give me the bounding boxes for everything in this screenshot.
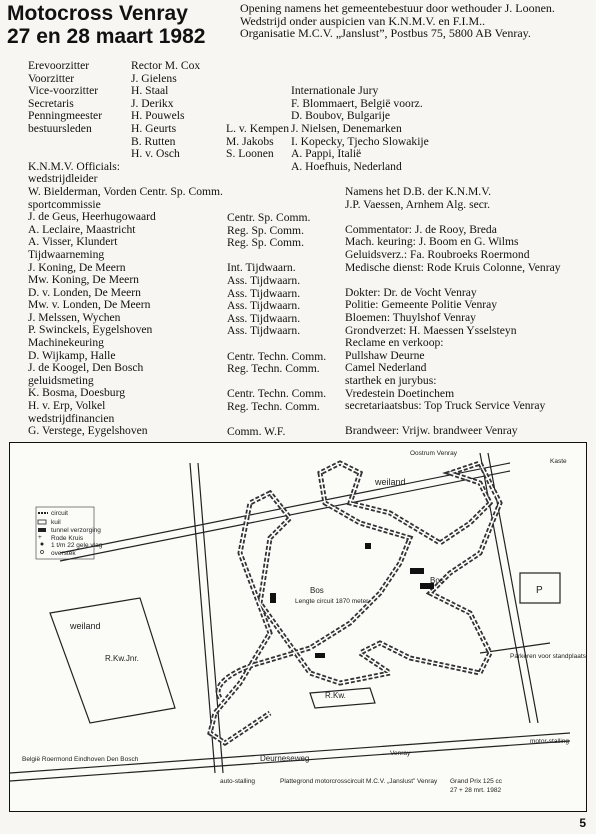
text-line: Medische dienst: Rode Kruis Colonne, Venray xyxy=(345,260,561,274)
map-label: Grand Prix 125 cc xyxy=(450,778,503,785)
map-label: weiland xyxy=(70,621,101,631)
text-line: A. Visser, Klundert xyxy=(28,235,118,249)
board-names-column xyxy=(131,60,200,161)
text-line: A. Hoefhuis, Nederland xyxy=(291,159,402,173)
page-number: 5 xyxy=(579,816,586,830)
services-column xyxy=(345,186,561,438)
text-line: J. Nielsen, Denemarken xyxy=(291,121,402,135)
svg-text:+: + xyxy=(38,534,42,541)
text-line: Int. Tijdwaarn. xyxy=(227,261,296,275)
text-line: bestuursleden xyxy=(28,121,92,135)
map-label: R.Kw. xyxy=(325,691,346,700)
text-line: Grondverzet: H. Maessen Ysselsteyn xyxy=(345,323,517,337)
circuit-map-drawing xyxy=(10,443,586,811)
text-line: Ass. Tijdwaarn. xyxy=(227,286,301,300)
text-line: Internationale Jury xyxy=(291,84,379,98)
text-line: wedstrijdleider xyxy=(28,172,98,186)
text-line xyxy=(345,274,561,287)
legend-item: tunnel verzorging xyxy=(51,527,101,534)
text-line: J. Melssen, Wychen xyxy=(28,310,121,324)
text-line: Dokter: Dr. de Vocht Venray xyxy=(345,285,477,299)
parking-label: P xyxy=(536,585,543,596)
text-line: Bloemen: Thuylshof Venray xyxy=(345,310,476,324)
text-line: Ass. Tijdwaarn. xyxy=(227,273,301,287)
text-line: Vredestein Doetinchem xyxy=(345,386,455,400)
text-line: Centr. Sp. Comm. xyxy=(227,211,311,224)
text-line: I. Kopecky, Tjecho Slowakije xyxy=(291,134,429,148)
text-line: D. Wijkamp, Halle xyxy=(28,348,116,362)
text-line: Brandweer: Vrijw. brandweer Venray xyxy=(345,424,518,438)
text-line: Reg. Techn. Comm. xyxy=(227,399,320,413)
legend-item: kuil xyxy=(51,519,61,526)
map-label: Bos xyxy=(430,576,444,585)
text-line: J. Derikx xyxy=(131,96,174,110)
text-line: J. Gielens xyxy=(131,71,177,85)
text-line: Machinekeuring xyxy=(28,336,104,350)
header-line: Wedstrijd onder auspicien van K.N.M.V. en F.I.M.. xyxy=(240,13,486,28)
map-label: 27 + 28 mrt. 1982 xyxy=(450,787,502,794)
text-line: K.N.M.V. Officials: xyxy=(28,159,120,173)
text-line: Pullshaw Deurne xyxy=(345,348,425,362)
text-line: H. v. Erp, Volkel xyxy=(28,399,106,413)
map-label: België Roermond Eindhoven Den Bosch xyxy=(22,756,139,763)
header-text xyxy=(240,2,555,40)
text-line: Politie: Gemeente Politie Venray xyxy=(345,298,498,312)
text-line: Commentator: J. de Rooy, Breda xyxy=(345,222,497,236)
text-line: D. Boubov, Bulgarije xyxy=(291,109,391,123)
text-line: Mach. keuring: J. Boom en G. Wilms xyxy=(345,235,519,249)
text-line: M. Jakobs xyxy=(226,134,274,148)
text-line: W. Bielderman, Vorden Centr. Sp. Comm. xyxy=(28,184,223,198)
header-line: Organisatie M.C.V. „Janslust”, Postbus 75, 5800 AB Venray. xyxy=(240,26,531,40)
text-line: H. Geurts xyxy=(131,121,177,135)
text-line: Reg. Techn. Comm. xyxy=(227,362,320,376)
text-line: Voorzitter xyxy=(28,71,75,85)
text-line: Reclame en verkoop: xyxy=(345,336,444,350)
text-line: starthek en jurybus: xyxy=(345,373,437,387)
text-line: Mw. Koning, De Meern xyxy=(28,273,139,287)
legend-item: Rode Kruis xyxy=(51,535,84,542)
title-line-2: 27 en 28 maart 1982 xyxy=(7,25,206,48)
map-label: Parkeren voor standplaatsen xyxy=(510,653,586,660)
text-line: P. Swinckels, Eygelshoven xyxy=(28,323,153,337)
map-label: Kaste xyxy=(550,458,567,465)
text-line: geluidsmeting xyxy=(28,373,94,387)
map-label: Venray xyxy=(390,750,411,757)
text-line: sportcommissie xyxy=(28,197,101,211)
map-label: auto-stalling xyxy=(220,778,256,785)
legend-item: circuit xyxy=(51,510,68,517)
text-line: L. v. Kempen xyxy=(226,122,289,135)
text-line xyxy=(227,338,326,351)
text-line: Vice-voorzitter xyxy=(28,84,99,98)
text-line: H. Pouwels xyxy=(131,109,185,123)
circuit-map xyxy=(9,442,587,812)
text-line: Geluidsverz.: Fa. Roubroeks Roermond xyxy=(345,247,530,261)
text-line: G. Verstege, Eygelshoven xyxy=(28,424,148,438)
commission-roles-column xyxy=(227,212,326,439)
text-line xyxy=(345,211,561,224)
text-line: Reg. Sp. Comm. xyxy=(227,223,304,237)
text-line: A. Pappi, Italië xyxy=(291,147,362,161)
text-line: Secretaris xyxy=(28,96,74,110)
road-label: Deurneseweg xyxy=(260,754,310,763)
text-line: wedstrijdfinancien xyxy=(28,411,115,425)
text-line: Centr. Techn. Comm. xyxy=(227,349,327,363)
text-line: D. v. Londen, De Meern xyxy=(28,285,141,299)
text-line: Ass. Tijdwaarn. xyxy=(227,324,301,338)
text-line: Rector M. Cox xyxy=(131,59,201,72)
text-line: J.P. Vaessen, Arnhem Alg. secr. xyxy=(345,197,491,211)
map-label: weiland xyxy=(375,477,406,487)
text-line: J. Koning, De Meern xyxy=(28,260,126,274)
text-line: H. Staal xyxy=(131,84,169,98)
text-line: Centr. Techn. Comm. xyxy=(227,387,327,401)
text-line: Tijdwaarneming xyxy=(28,247,105,261)
map-label: Lengte circuit 1870 meter xyxy=(295,598,369,605)
map-label: motor-stalling xyxy=(530,738,570,745)
map-label: Bos xyxy=(310,586,324,595)
text-line: H. v. Osch xyxy=(131,147,180,161)
text-line: B. Rutten xyxy=(131,134,176,148)
text-line: Mw. v. Londen, De Meern xyxy=(28,298,151,312)
jury-column xyxy=(291,60,429,173)
text-line: Comm. W.F. xyxy=(227,425,286,439)
text-line: Penningmeester xyxy=(28,109,103,123)
text-line: K. Bosma, Doesburg xyxy=(28,386,126,400)
text-line xyxy=(291,60,429,73)
text-line: Ass. Tijdwaarn. xyxy=(227,299,301,313)
text-line: F. Blommaert, België voorz. xyxy=(291,96,423,110)
text-line: Erevoorzitter xyxy=(28,59,90,72)
header-line: Opening namens het gemeentebestuur door wethouder J. Loonen. xyxy=(240,1,555,15)
text-line: A. Leclaire, Maastricht xyxy=(28,222,136,236)
map-label: R.Kw.Jnr. xyxy=(105,654,139,663)
title-line-1: Motocross Venray xyxy=(7,2,188,25)
map-label: Plattegrond motorcrosscircuit M.C.V. „Janslust” Venray xyxy=(280,778,438,785)
text-line: J. de Koogel, Den Bosch xyxy=(28,361,144,375)
text-line: Namens het D.B. der K.N.M.V. xyxy=(345,185,491,198)
map-label: Oostrum Venray xyxy=(410,450,457,457)
text-line: secretariaatsbus: Top Truck Service Venray xyxy=(345,399,546,413)
text-line: S. Loonen xyxy=(226,147,274,161)
text-line: Reg. Sp. Comm. xyxy=(227,236,304,250)
legend-item: overstek xyxy=(51,550,76,557)
text-line: J. de Geus, Heerhugowaard xyxy=(28,210,156,224)
text-line: Camel Nederland xyxy=(345,361,427,375)
board-names-column-2 xyxy=(226,123,289,161)
legend-item: 1 t/m 22 gele vlag xyxy=(51,542,103,549)
text-line: Ass. Tijdwaarn. xyxy=(227,311,301,325)
page-title xyxy=(7,2,205,48)
